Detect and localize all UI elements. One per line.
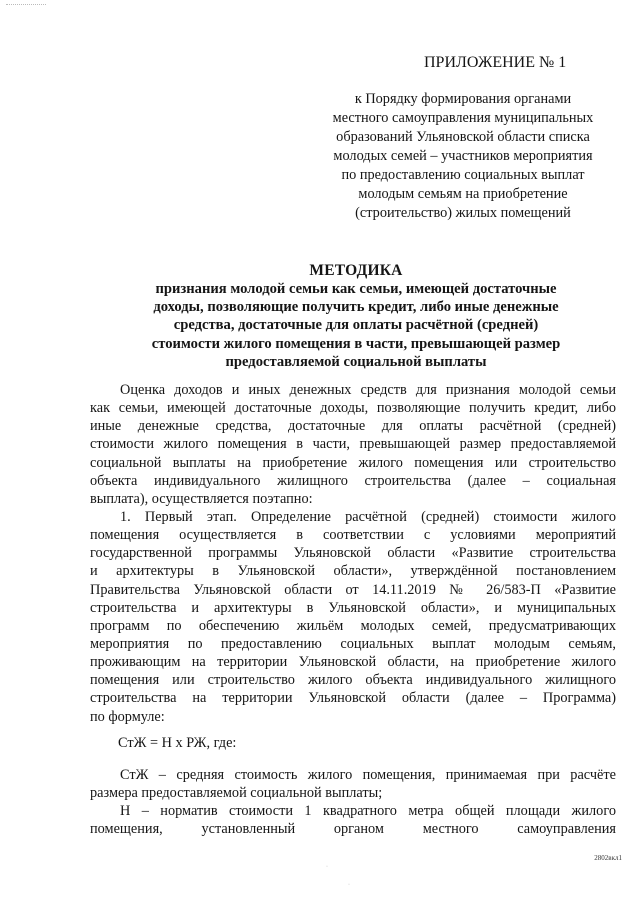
body-line: иные денежные средства, достаточные для оплаты расчётной (средней) (90, 418, 616, 435)
appendix-subtitle-line: молодых семей – участников мероприятия (333, 148, 593, 164)
scan-speck: · (326, 864, 328, 870)
appendix-subtitle-line: местного самоуправления муниципальных (332, 110, 594, 126)
body-line: мероприятия по предоставлению социальных выплат молодым семьям, (90, 635, 616, 652)
footer-code: 2802вкл1 (594, 854, 622, 862)
appendix-subtitle-line: (строительство) жилых помещений (355, 205, 571, 221)
body-line: программ по обеспечению жильём молодых семей, предусматривающих (90, 617, 616, 634)
body-line: социальной выплаты на приобретение жилого помещения или строительство (90, 454, 616, 471)
document-subtitle-line: стоимости жилого помещения в части, превышающей размер (151, 335, 561, 352)
body-line: выплата), осуществляется поэтапно: (90, 490, 313, 507)
document-subtitle (110, 280, 602, 371)
body-line: и архитектуры в Ульяновской области», утверждённой постановлением (90, 563, 616, 580)
body-line: государственной программы Ульяновской области «Развитие строительства (90, 545, 616, 562)
definition-line: Н – норматив стоимости 1 квадратного метра общей площади жилого (120, 803, 616, 820)
appendix-title: ПРИЛОЖЕНИЕ № 1 (424, 54, 567, 71)
document-subtitle-line: средства, достаточные для оплаты расчётной (средней) (173, 317, 539, 334)
document-subtitle-line: признания молодой семьи как семьи, имеющей достаточные (155, 281, 557, 297)
appendix-subtitle-line: по предоставлению социальных выплат (341, 167, 585, 183)
document-subtitle-line: предоставляемой социальной выплаты (225, 353, 487, 370)
definition-line: размера предоставляемой социальной выплаты; (90, 785, 383, 802)
formula: СтЖ = Н х РЖ, где: (118, 735, 237, 751)
appendix-subtitle-line: образований Ульяновской области списка (336, 129, 590, 145)
body-line: проживающим на территории Ульяновской области, на приобретение жилого (90, 654, 616, 671)
appendix-subtitle (318, 90, 608, 223)
body-line: 1. Первый этап. Определение расчётной (средней) стоимости жилого (120, 508, 616, 525)
scan-speck: · (348, 882, 350, 888)
body-line: объекта индивидуального жилищного строительства (далее – социальная (90, 472, 616, 489)
document-title: МЕТОДИКА (309, 262, 403, 279)
body-line: строительства на территории Ульяновской области (далее – Программа) (90, 690, 616, 707)
document-subtitle-line: доходы, позволяющие получить кредит, либо иные денежные (153, 299, 559, 316)
appendix-subtitle-line: к Порядку формирования органами (354, 91, 572, 107)
definition-line: СтЖ – средняя стоимость жилого помещения, принимаемая при расчёте (120, 767, 616, 783)
body-line: помещения осуществляется в соответствии с условиями мероприятий (90, 527, 616, 544)
body-line: по формуле: (90, 708, 165, 725)
body-line: стоимости жилого помещения в части, превышающей размер предоставляемой (90, 436, 616, 453)
body-text (90, 381, 616, 726)
body-line: как семьи, имеющей достаточные доходы, позволяющие получить кредит, либо (90, 400, 616, 417)
definition-line: помещения, установленный органом местного самоуправления (90, 821, 616, 838)
body-line: строительства и архитектуры в Ульяновской области», и муниципальных (90, 599, 616, 616)
body-line: помещения или строительство жилого объекта индивидуального жилищного (90, 672, 616, 689)
scan-mark (6, 4, 46, 11)
definitions-text (90, 766, 616, 839)
body-line: Оценка доходов и иных денежных средств для признания молодой семьи (120, 382, 616, 398)
appendix-subtitle-line: молодым семьям на приобретение (358, 186, 568, 202)
body-line: Правительства Ульяновской области от 14.11.2019 № 26/583-П «Развитие (90, 581, 616, 598)
